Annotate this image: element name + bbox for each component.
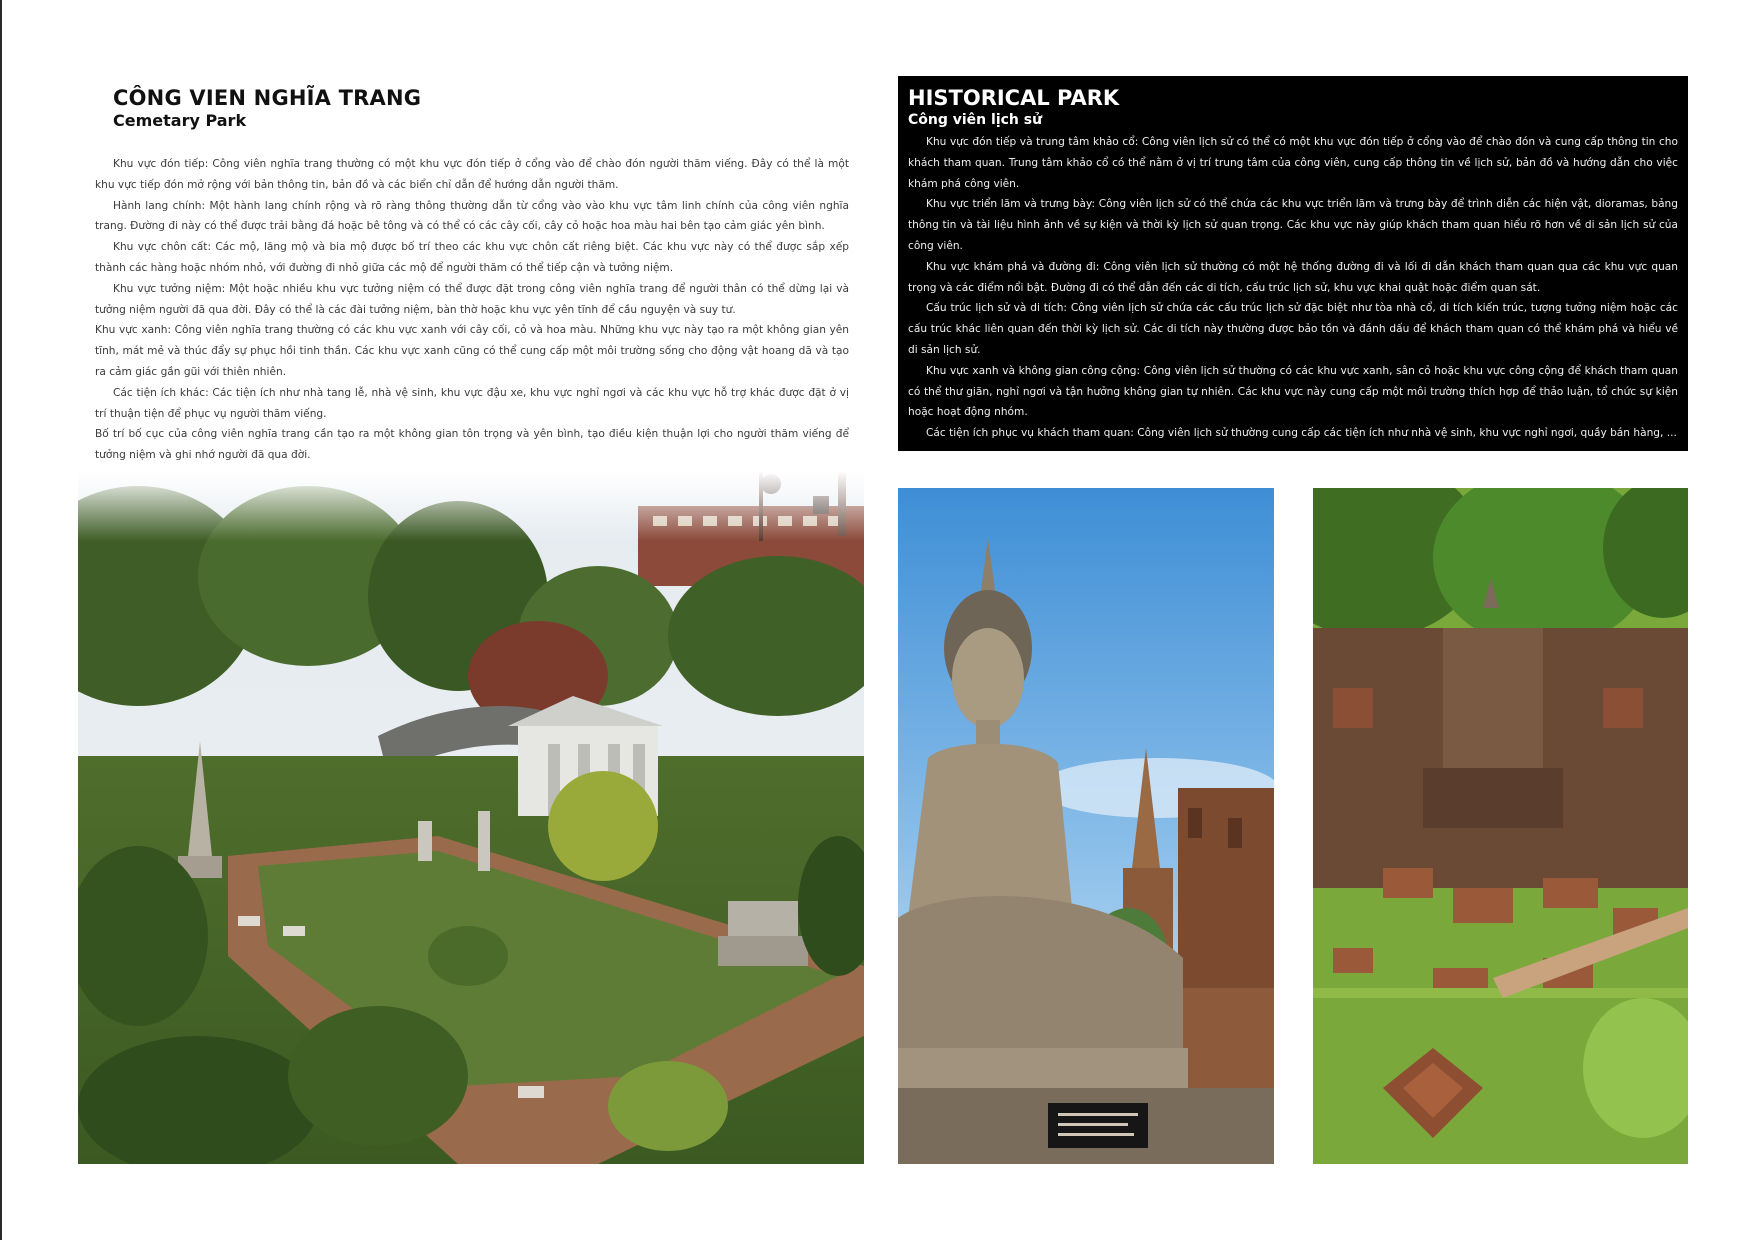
- text-background-fade: [78, 471, 864, 541]
- cemetery-paragraph-green-area: Khu vực xanh: Công viên nghĩa trang thường có các khu vực xanh với cây cối, cỏ và hoa màu. Những khu vực này tạo ra một không gian yên tĩnh, mát mẻ và thúc đẩy sự phục hồi tinh thần. Các khu vực xanh cũng có thể cung cấp một môi trường sống cho động vật hoang dã và tạo ra cảm giác gần gũi với thiên nhiên.: [95, 324, 849, 378]
- page-left-edge: [0, 0, 2, 1240]
- historical-paragraph-paths: Khu vực khám phá và đường đi: Công viên lịch sử thường có một hệ thống đường đi và lối đi dẫn khách tham quan qua các khu vực quan trọng và các điểm nổi bật. Đường đi có thể dẫn đến các di tích, cấu trúc lịch sử, khu vực khai quật hoặc điểm quan sát.: [908, 260, 1678, 294]
- cemetery-title: CÔNG VIEN NGHĨA TRANG: [113, 86, 422, 110]
- temple-ruins-aerial-photo: [1313, 488, 1688, 1164]
- historical-paragraph-green-space: Khu vực xanh và không gian công cộng: Công viên lịch sử thường có các khu vực xanh, sân cỏ hoặc khu vực công cộng để khách tham quan có thể thư giãn, nghỉ ngơi và tận hưởng không gian tự nhiên. Các khu vực này cung cấp một môi trường thích hợp để thảo luận, tổ chức sự kiện hoặc hoạt động nhóm.: [908, 364, 1678, 419]
- cemetery-paragraph-main-corridor: Hành lang chính: Một hành lang chính rộng và rõ ràng thông thường dẫn từ cổng vào vào khu vực tâm linh chính của công viên nghĩa trang. Đường đi này có thể được trải bằng đá hoặc bê tông và có thể có các cây cối, cây cỏ hoặc hoa màu hai bên tạo cảm giác yên bình.: [95, 199, 849, 233]
- historical-paragraph-exhibition: Khu vực triển lãm và trưng bày: Công viên lịch sử có thể chứa các khu vực triển lãm và trưng bày để trình diễn các hiện vật, dioramas, bảng thông tin và tài liệu hình ảnh về sự kiện và thời kỳ lịch sử quan trọng. Các khu vực này giúp khách tham quan hiểu rõ hơn về di sản lịch sử của công viên.: [908, 198, 1678, 252]
- historical-title: HISTORICAL PARK: [908, 86, 1120, 110]
- historical-paragraph-reception: Khu vực đón tiếp và trung tâm khảo cổ: Công viên lịch sử có thể có một khu vực đón tiếp ở cổng vào để chào đón và cung cấp thông tin cho khách tham quan. Trung tâm khảo cổ có thể nằm ở vị trí trung tâm của công viên, cung cấp thông tin về lịch sử, bản đồ và hướng dẫn cho việc khám phá công viên.: [908, 136, 1678, 190]
- cemetery-description: [95, 154, 849, 466]
- cemetery-subtitle: Cemetary Park: [113, 111, 247, 130]
- cemetery-paragraph-memorial-area: Khu vực tưởng niệm: Một hoặc nhiều khu vực tưởng niệm có thể được đặt trong công viên nghĩa trang để người thân có thể dừng lại và tưởng niệm người đã qua đời. Đây có thể là các đài tưởng niệm, bàn thờ hoặc khu vực yên tĩnh để cầu nguyện và suy tư.: [95, 282, 849, 316]
- historical-paragraph-structures: Cấu trúc lịch sử và di tích: Công viên lịch sử chứa các cấu trúc lịch sử đặc biệt như tòa nhà cổ, di tích kiến trúc, tượng tưởng niệm hoặc các cấu trúc khác liên quan đến thời kỳ lịch sử. Các di tích này thường được bảo tồn và đánh dấu để khách tham quan có thể khám phá và hiểu về di sản lịch sử.: [908, 302, 1678, 356]
- historical-park-panel: [898, 76, 1688, 451]
- cemetery-paragraph-other-facilities: Các tiện ích khác: Các tiện ích như nhà tang lễ, nhà vệ sinh, khu vực đậu xe, khu vực nghỉ ngơi và các khu vực hỗ trợ khác được đặt ở vị trí thuận tiện để phục vụ người thăm viếng.: [95, 386, 849, 420]
- buddha-statue-photo: [898, 488, 1274, 1164]
- cemetery-paragraph-summary: Bố trí bố cục của công viên nghĩa trang cần tạo ra một không gian tôn trọng và yên bình, tạo điều kiện thuận lợi cho người thăm viếng để tưởng niệm và ghi nhớ người đã qua đời.: [95, 428, 849, 462]
- cemetery-paragraph-burial-area: Khu vực chôn cất: Các mộ, lăng mộ và bia mộ được bố trí theo các khu vực chôn cất riêng biệt. Các khu vực này có thể được sắp xếp thành các hàng hoặc nhóm nhỏ, với đường đi nhỏ giữa các mộ để người thăm có thể tiếp cận và tưởng niệm.: [95, 241, 849, 274]
- historical-subtitle: Công viên lịch sử: [908, 112, 1043, 128]
- cemetery-paragraph-reception: Khu vực đón tiếp: Công viên nghĩa trang thường có một khu vực đón tiếp ở cổng vào để chào đón người thăm viếng. Đây có thể là một khu vực tiếp đón mở rộng với bản thông tin, bản đồ và các biển chỉ dẫn để hướng dẫn người thăm.: [95, 158, 849, 191]
- cemetery-park-panel: [78, 76, 864, 1164]
- historical-description: [908, 132, 1678, 444]
- historical-paragraph-facilities: Các tiện ích phục vụ khách tham quan: Công viên lịch sử thường cung cấp các tiện ích như nhà vệ sinh, khu vực nghỉ ngơi, quầy bán hàng, ...: [926, 427, 1677, 440]
